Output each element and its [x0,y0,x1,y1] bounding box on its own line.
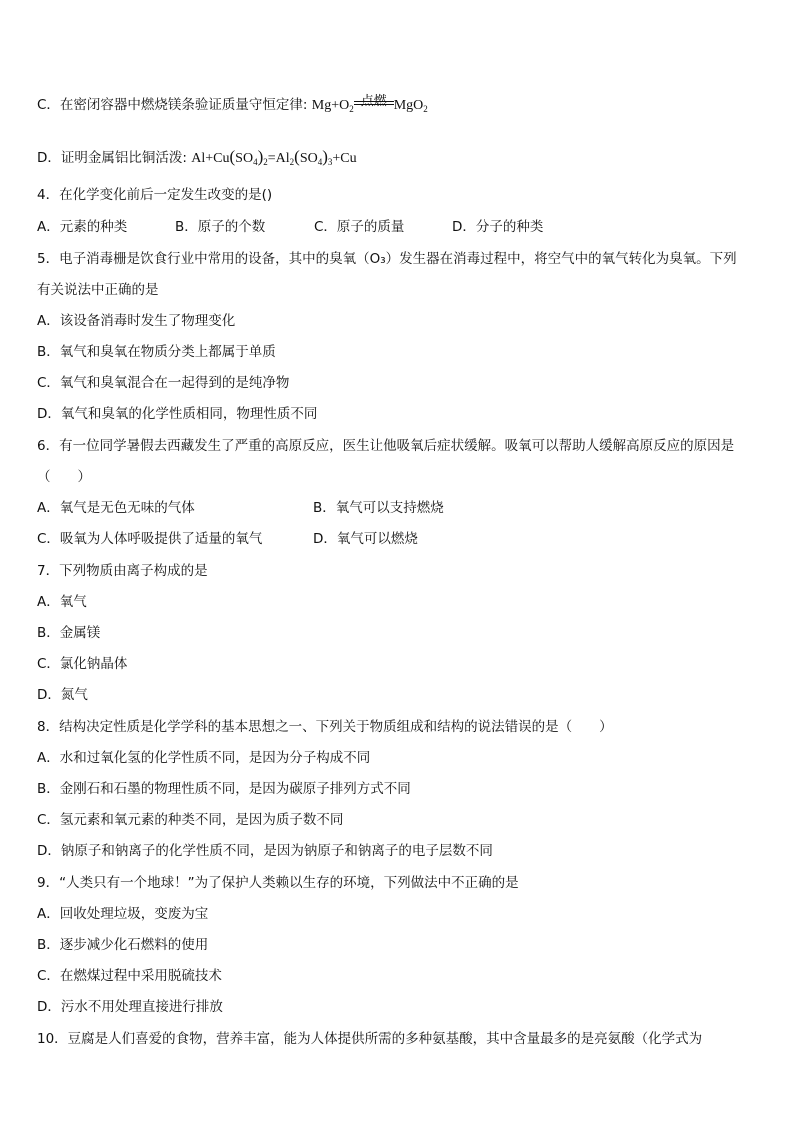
q7-option-c[interactable]: C．氯化钠晶体 [37,656,128,672]
q7-option-d[interactable]: D．氮气 [37,687,88,703]
q6-stem-line2: （ ） [37,469,91,485]
q8-option-a[interactable]: A．水和过氧化氢的化学性质不同，是因为分子构成不同 [37,750,371,766]
q9-option-b[interactable]: B．逐步减少化石燃料的使用 [37,937,209,953]
q5-stem-line1: 5．电子消毒栅是饮食行业中常用的设备，其中的臭氧（O₃）发生器在消毒过程中，将空气中的氧气转化为臭氧。下列 [37,251,737,267]
q9-stem: 9．“人类只有一个地球！”为了保护人类赖以生存的环境，下列做法中不正确的是 [37,875,519,891]
q4-option-d[interactable]: D．分子的种类 [452,219,544,235]
q8-stem: 8．结构决定性质是化学学科的基本思想之一、下列关于物质组成和结构的说法错误的是（ ） [37,719,613,735]
q3-option-d [37,148,357,171]
q8-option-c[interactable]: C．氢元素和氧元素的种类不同，是因为质子数不同 [37,812,344,828]
q6-option-c[interactable]: C．吸氧为人体呼吸提供了适量的氧气 [37,531,263,547]
q5-option-d[interactable]: D．氧气和臭氧的化学性质相同，物理性质不同 [37,406,318,422]
q6-option-b[interactable]: B．氧气可以支持燃烧 [313,500,444,516]
reaction-arrow [354,94,394,109]
q5-option-b[interactable]: B．氧气和臭氧在物质分类上都属于单质 [37,344,276,360]
q7-stem: 7．下列物质由离子构成的是 [37,563,208,579]
q4-stem: 4．在化学变化前后一定发生改变的是() [37,187,273,203]
q5-option-a[interactable]: A．该设备消毒时发生了物理变化 [37,313,236,329]
q6-option-d[interactable]: D．氧气可以燃烧 [313,531,418,547]
q8-option-b[interactable]: B．金刚石和石墨的物理性质不同，是因为碳原子排列方式不同 [37,781,411,797]
q5-stem-line2: 有关说法中正确的是 [37,282,159,298]
q4-option-c[interactable]: C．原子的质量 [314,219,405,235]
reaction-condition: 点燃 [360,94,387,109]
q4-option-a[interactable]: A．元素的种类 [37,219,128,235]
q9-option-d[interactable]: D．污水不用处理直接进行排放 [37,999,223,1015]
q3-option-c [37,96,428,118]
q3-option-d-equation: $Al+Cu(SO_4)_2=Al_2(SO_4)_3+Cu$ [191,147,357,167]
q8-option-d[interactable]: D．钠原子和钠离子的化学性质不同，是因为钠原子和钠离子的电子层数不同 [37,843,493,859]
q3-option-d-label: D．证明金属铝比铜活泼: [37,150,192,166]
q10-stem: 10．豆腐是人们喜爱的食物，营养丰富，能为人体提供所需的多种氨基酸，其中含量最多的是亮氨酸（化学式为 [37,1031,703,1047]
q3-option-c-equation: $Mg+O_2$ 点燃 MgO$_2$ [311,94,428,114]
q6-option-a[interactable]: A．氧气是无色无味的气体 [37,500,195,516]
q6-stem-line1: 6．有一位同学暑假去西藏发生了严重的高原反应，医生让他吸氧后症状缓解。吸氧可以帮助人缓解高原反应的原因是 [37,438,735,454]
q9-option-c[interactable]: C．在燃煤过程中采用脱硫技术 [37,968,222,984]
q3-option-c-label: C．在密闭容器中燃烧镁条验证质量守恒定律: [37,97,312,113]
q5-option-c[interactable]: C．氧气和臭氧混合在一起得到的是纯净物 [37,375,290,391]
q7-option-b[interactable]: B．金属镁 [37,625,101,641]
q4-option-b[interactable]: B．原子的个数 [175,219,266,235]
q7-option-a[interactable]: A．氧气 [37,594,87,610]
q9-option-a[interactable]: A．回收处理垃圾，变废为宝 [37,906,209,922]
